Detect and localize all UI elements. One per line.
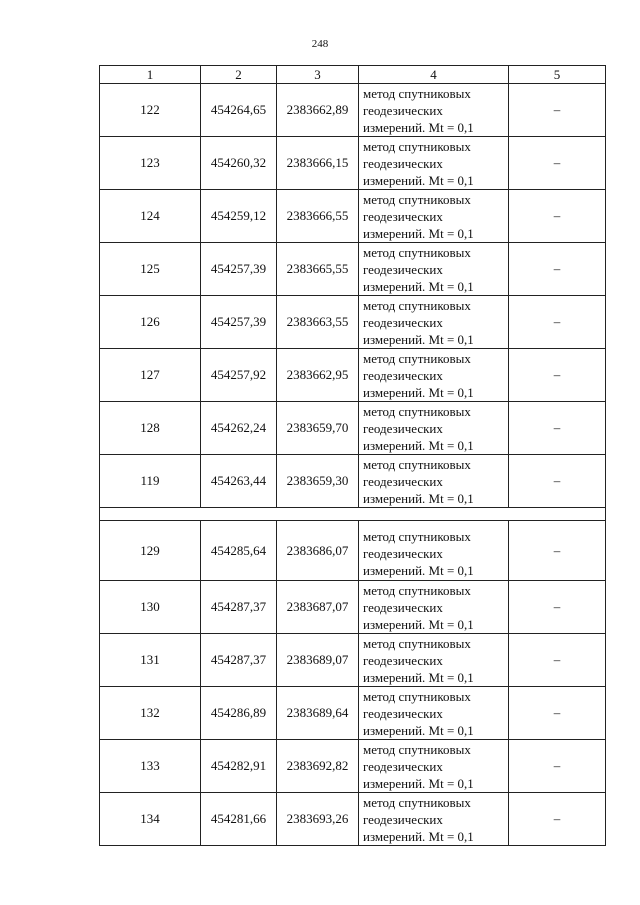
y-coordinate: 2383686,07 bbox=[277, 521, 359, 581]
note-dash: – bbox=[509, 455, 606, 508]
method-description: метод спутниковых геодезических измерений. Mt = 0,1 bbox=[359, 634, 509, 687]
x-coordinate: 454287,37 bbox=[201, 581, 277, 634]
x-coordinate: 454263,44 bbox=[201, 455, 277, 508]
table-row bbox=[100, 793, 606, 846]
table-row bbox=[100, 455, 606, 508]
y-coordinate: 2383662,89 bbox=[277, 84, 359, 137]
column-header: 3 bbox=[277, 66, 359, 84]
separator-row bbox=[100, 508, 606, 521]
column-header: 2 bbox=[201, 66, 277, 84]
method-description: метод спутниковых геодезических измерений. Mt = 0,1 bbox=[359, 296, 509, 349]
x-coordinate: 454257,39 bbox=[201, 243, 277, 296]
x-coordinate: 454286,89 bbox=[201, 687, 277, 740]
point-number: 129 bbox=[100, 521, 201, 581]
note-dash: – bbox=[509, 687, 606, 740]
point-number: 134 bbox=[100, 793, 201, 846]
method-description: метод спутниковых геодезических измерений. Mt = 0,1 bbox=[359, 687, 509, 740]
table-row bbox=[100, 296, 606, 349]
method-description: метод спутниковых геодезических измерений. Mt = 0,1 bbox=[359, 402, 509, 455]
x-coordinate: 454262,24 bbox=[201, 402, 277, 455]
note-dash: – bbox=[509, 402, 606, 455]
x-coordinate: 454264,65 bbox=[201, 84, 277, 137]
y-coordinate: 2383663,55 bbox=[277, 296, 359, 349]
y-coordinate: 2383659,30 bbox=[277, 455, 359, 508]
x-coordinate: 454281,66 bbox=[201, 793, 277, 846]
y-coordinate: 2383666,15 bbox=[277, 137, 359, 190]
note-dash: – bbox=[509, 521, 606, 581]
note-dash: – bbox=[509, 190, 606, 243]
y-coordinate: 2383662,95 bbox=[277, 349, 359, 402]
coordinates-table bbox=[99, 65, 606, 846]
point-number: 126 bbox=[100, 296, 201, 349]
table-row bbox=[100, 137, 606, 190]
method-description: метод спутниковых геодезических измерений. Mt = 0,1 bbox=[359, 521, 509, 581]
point-number: 128 bbox=[100, 402, 201, 455]
point-number: 131 bbox=[100, 634, 201, 687]
point-number: 119 bbox=[100, 455, 201, 508]
point-number: 124 bbox=[100, 190, 201, 243]
note-dash: – bbox=[509, 137, 606, 190]
note-dash: – bbox=[509, 581, 606, 634]
note-dash: – bbox=[509, 243, 606, 296]
x-coordinate: 454282,91 bbox=[201, 740, 277, 793]
table-row bbox=[100, 84, 606, 137]
x-coordinate: 454287,37 bbox=[201, 634, 277, 687]
x-coordinate: 454260,32 bbox=[201, 137, 277, 190]
point-number: 127 bbox=[100, 349, 201, 402]
note-dash: – bbox=[509, 84, 606, 137]
y-coordinate: 2383692,82 bbox=[277, 740, 359, 793]
point-number: 132 bbox=[100, 687, 201, 740]
table-row bbox=[100, 243, 606, 296]
method-description: метод спутниковых геодезических измерений. Mt = 0,1 bbox=[359, 740, 509, 793]
table-row bbox=[100, 581, 606, 634]
x-coordinate: 454285,64 bbox=[201, 521, 277, 581]
table-row bbox=[100, 349, 606, 402]
note-dash: – bbox=[509, 740, 606, 793]
table-header-row bbox=[100, 66, 606, 84]
y-coordinate: 2383689,64 bbox=[277, 687, 359, 740]
method-description: метод спутниковых геодезических измерений. Mt = 0,1 bbox=[359, 581, 509, 634]
method-description: метод спутниковых геодезических измерений. Mt = 0,1 bbox=[359, 349, 509, 402]
note-dash: – bbox=[509, 296, 606, 349]
point-number: 122 bbox=[100, 84, 201, 137]
table-row bbox=[100, 740, 606, 793]
column-header: 5 bbox=[509, 66, 606, 84]
method-description: метод спутниковых геодезических измерений. Mt = 0,1 bbox=[359, 243, 509, 296]
table-row bbox=[100, 634, 606, 687]
method-description: метод спутниковых геодезических измерений. Mt = 0,1 bbox=[359, 793, 509, 846]
method-description: метод спутниковых геодезических измерений. Mt = 0,1 bbox=[359, 84, 509, 137]
y-coordinate: 2383687,07 bbox=[277, 581, 359, 634]
empty-separator-cell bbox=[100, 508, 606, 521]
table-row bbox=[100, 687, 606, 740]
column-header: 1 bbox=[100, 66, 201, 84]
note-dash: – bbox=[509, 793, 606, 846]
method-description: метод спутниковых геодезических измерений. Mt = 0,1 bbox=[359, 190, 509, 243]
y-coordinate: 2383665,55 bbox=[277, 243, 359, 296]
x-coordinate: 454257,39 bbox=[201, 296, 277, 349]
point-number: 130 bbox=[100, 581, 201, 634]
table-row bbox=[100, 190, 606, 243]
page-number: 248 bbox=[311, 38, 329, 50]
method-description: метод спутниковых геодезических измерений. Mt = 0,1 bbox=[359, 137, 509, 190]
table-row bbox=[100, 402, 606, 455]
y-coordinate: 2383659,70 bbox=[277, 402, 359, 455]
note-dash: – bbox=[509, 349, 606, 402]
point-number: 133 bbox=[100, 740, 201, 793]
note-dash: – bbox=[509, 634, 606, 687]
table-row bbox=[100, 521, 606, 581]
x-coordinate: 454259,12 bbox=[201, 190, 277, 243]
x-coordinate: 454257,92 bbox=[201, 349, 277, 402]
point-number: 125 bbox=[100, 243, 201, 296]
y-coordinate: 2383689,07 bbox=[277, 634, 359, 687]
method-description: метод спутниковых геодезических измерений. Mt = 0,1 bbox=[359, 455, 509, 508]
y-coordinate: 2383693,26 bbox=[277, 793, 359, 846]
y-coordinate: 2383666,55 bbox=[277, 190, 359, 243]
point-number: 123 bbox=[100, 137, 201, 190]
column-header: 4 bbox=[359, 66, 509, 84]
